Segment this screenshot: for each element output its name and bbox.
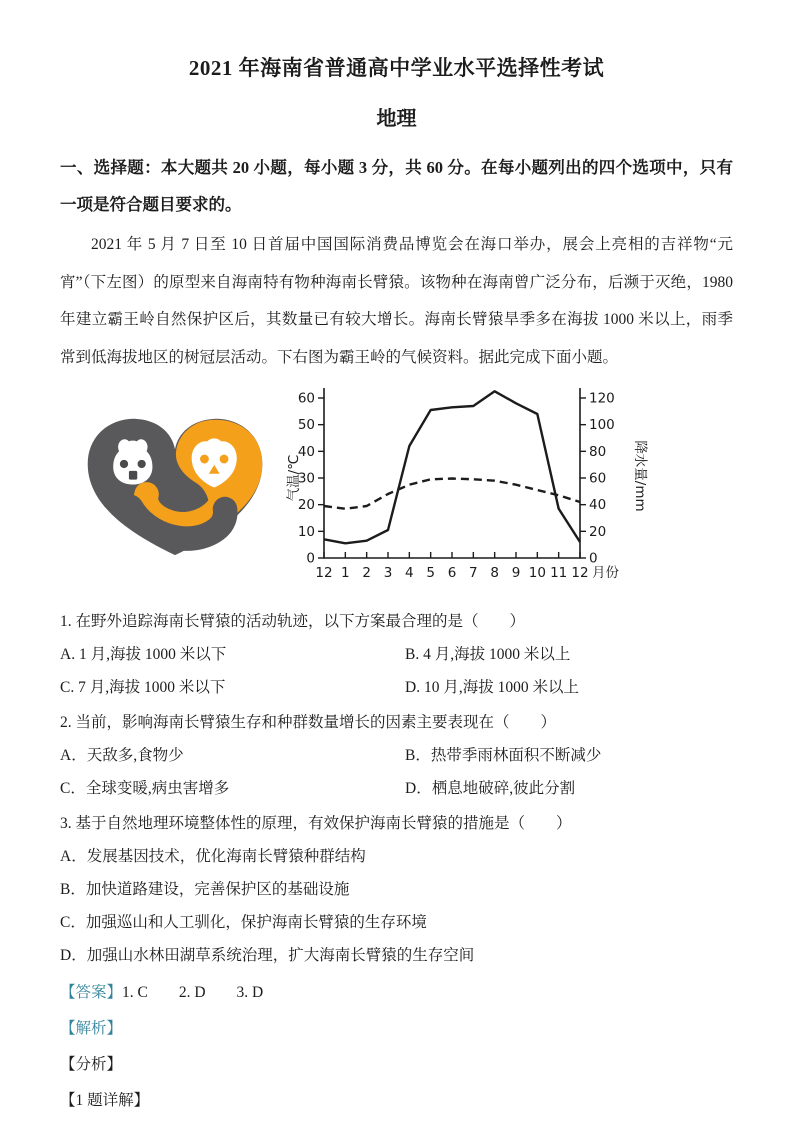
question-2: [60, 706, 733, 805]
svg-text:6: 6: [447, 565, 457, 581]
climate-chart: [284, 380, 666, 594]
question-3-text: 3. 基于自然地理环境整体性的原理，有效保护海南长臂猿的措施是（ ）: [60, 815, 572, 832]
answer-values: 1. C 2. D 3. D: [122, 984, 264, 1001]
svg-text:80: 80: [589, 443, 607, 460]
option-2c: C．全球变暖,病虫害增多: [60, 780, 230, 797]
question-2-options: [60, 739, 733, 805]
svg-text:5: 5: [426, 565, 435, 581]
figure-row: [60, 380, 733, 599]
svg-text:40: 40: [297, 443, 315, 460]
option-2d: D．栖息地破碎,彼此分割: [405, 780, 576, 797]
option-1c: C. 7 月,海拔 1000 米以下: [60, 679, 226, 696]
svg-text:10: 10: [528, 565, 546, 581]
right-axis-label: 降水量/mm: [632, 440, 648, 512]
answer-line: [60, 975, 733, 1011]
question-1: [60, 605, 733, 704]
option-2b: B．热带季雨林面积不断减少: [405, 747, 602, 764]
intro-paragraph: 2021 年 5 月 7 日至 10 日首届中国国际消费品博览会在海口举办，展会上亮相的吉祥物“元宵”（下左图）的原型来自海南特有物种海南长臂猿。该物种在海南曾广泛分布，后濒于灭绝，1980 年建立霸王岭自然保护区后，其数量已有较大增长。海南长臂猿旱季多在海拔 1000 米以上，雨季常到低海拔地区的树冠层活动。下右图为霸王岭的气候资料。据此完成下面小题。: [60, 236, 733, 366]
svg-text:60: 60: [297, 390, 315, 407]
svg-text:20: 20: [297, 497, 315, 514]
mascot-image: [76, 411, 274, 568]
option-3a: A．发展基因技术，优化海南长臂猿种群结构: [60, 848, 366, 865]
svg-text:0: 0: [589, 550, 598, 567]
svg-text:20: 20: [589, 523, 607, 540]
svg-text:12: 12: [315, 565, 333, 581]
option-1b: B. 4 月,海拔 1000 米以上: [405, 646, 571, 663]
svg-text:30: 30: [297, 470, 315, 487]
section-heading: 一、选择题：本大题共 20 小题，每小题 3 分，共 60 分。在每小题列出的四个选项中，只有一项是符合题目要求的。: [60, 158, 733, 214]
answer-label: 【答案】: [60, 984, 123, 1001]
svg-text:120: 120: [589, 390, 615, 407]
question-3: [60, 807, 733, 972]
climate-chart-figure: [284, 380, 666, 599]
svg-text:100: 100: [589, 417, 615, 434]
svg-text:11: 11: [550, 565, 568, 581]
detail-1-label: 【1 题详解】: [60, 1092, 150, 1109]
left-axis-label: 气温/℃: [286, 454, 302, 502]
x-axis-label: 月份: [592, 565, 619, 581]
svg-text:40: 40: [589, 497, 607, 514]
svg-text:4: 4: [405, 565, 414, 581]
svg-text:1: 1: [341, 565, 350, 581]
question-2-text: 2. 当前，影响海南长臂猿生存和种群数量增长的因素主要表现在（ ）: [60, 714, 557, 731]
jiexi-label: 【解析】: [60, 1020, 123, 1037]
option-3b: B．加快道路建设，完善保护区的基础设施: [60, 881, 350, 898]
option-1a: A. 1 月,海拔 1000 米以下: [60, 646, 227, 663]
series-right: [324, 391, 580, 543]
option-3d: D．加强山水林田湖草系统治理，扩大海南长臂猿的生存空间: [60, 947, 475, 964]
svg-text:60: 60: [589, 470, 607, 487]
svg-text:8: 8: [490, 565, 499, 581]
question-1-text: 1. 在野外追踪海南长臂猿的活动轨迹，以下方案最合理的是（ ）: [60, 613, 526, 630]
page-title: 2021 年海南省普通高中学业水平选择性考试: [188, 56, 605, 80]
svg-text:10: 10: [297, 523, 315, 540]
question-1-options: [60, 638, 733, 704]
svg-text:7: 7: [469, 565, 478, 581]
question-3-options: [60, 840, 733, 972]
option-3c: C．加强巡山和人工驯化，保护海南长臂猿的生存环境: [60, 914, 427, 931]
fenxi-label: 【分析】: [60, 1056, 123, 1073]
option-2a: A．天敌多,食物少: [60, 747, 184, 764]
svg-text:2: 2: [362, 565, 371, 581]
svg-text:0: 0: [306, 550, 315, 567]
svg-text:50: 50: [297, 417, 315, 434]
subject-title: 地理: [376, 108, 417, 130]
svg-text:9: 9: [511, 565, 521, 581]
series-left: [324, 479, 580, 509]
option-1d: D. 10 月,海拔 1000 米以上: [405, 679, 579, 696]
gibbon-mascot-icon: [76, 411, 274, 563]
svg-text:12: 12: [571, 565, 589, 581]
svg-text:3: 3: [383, 565, 393, 581]
